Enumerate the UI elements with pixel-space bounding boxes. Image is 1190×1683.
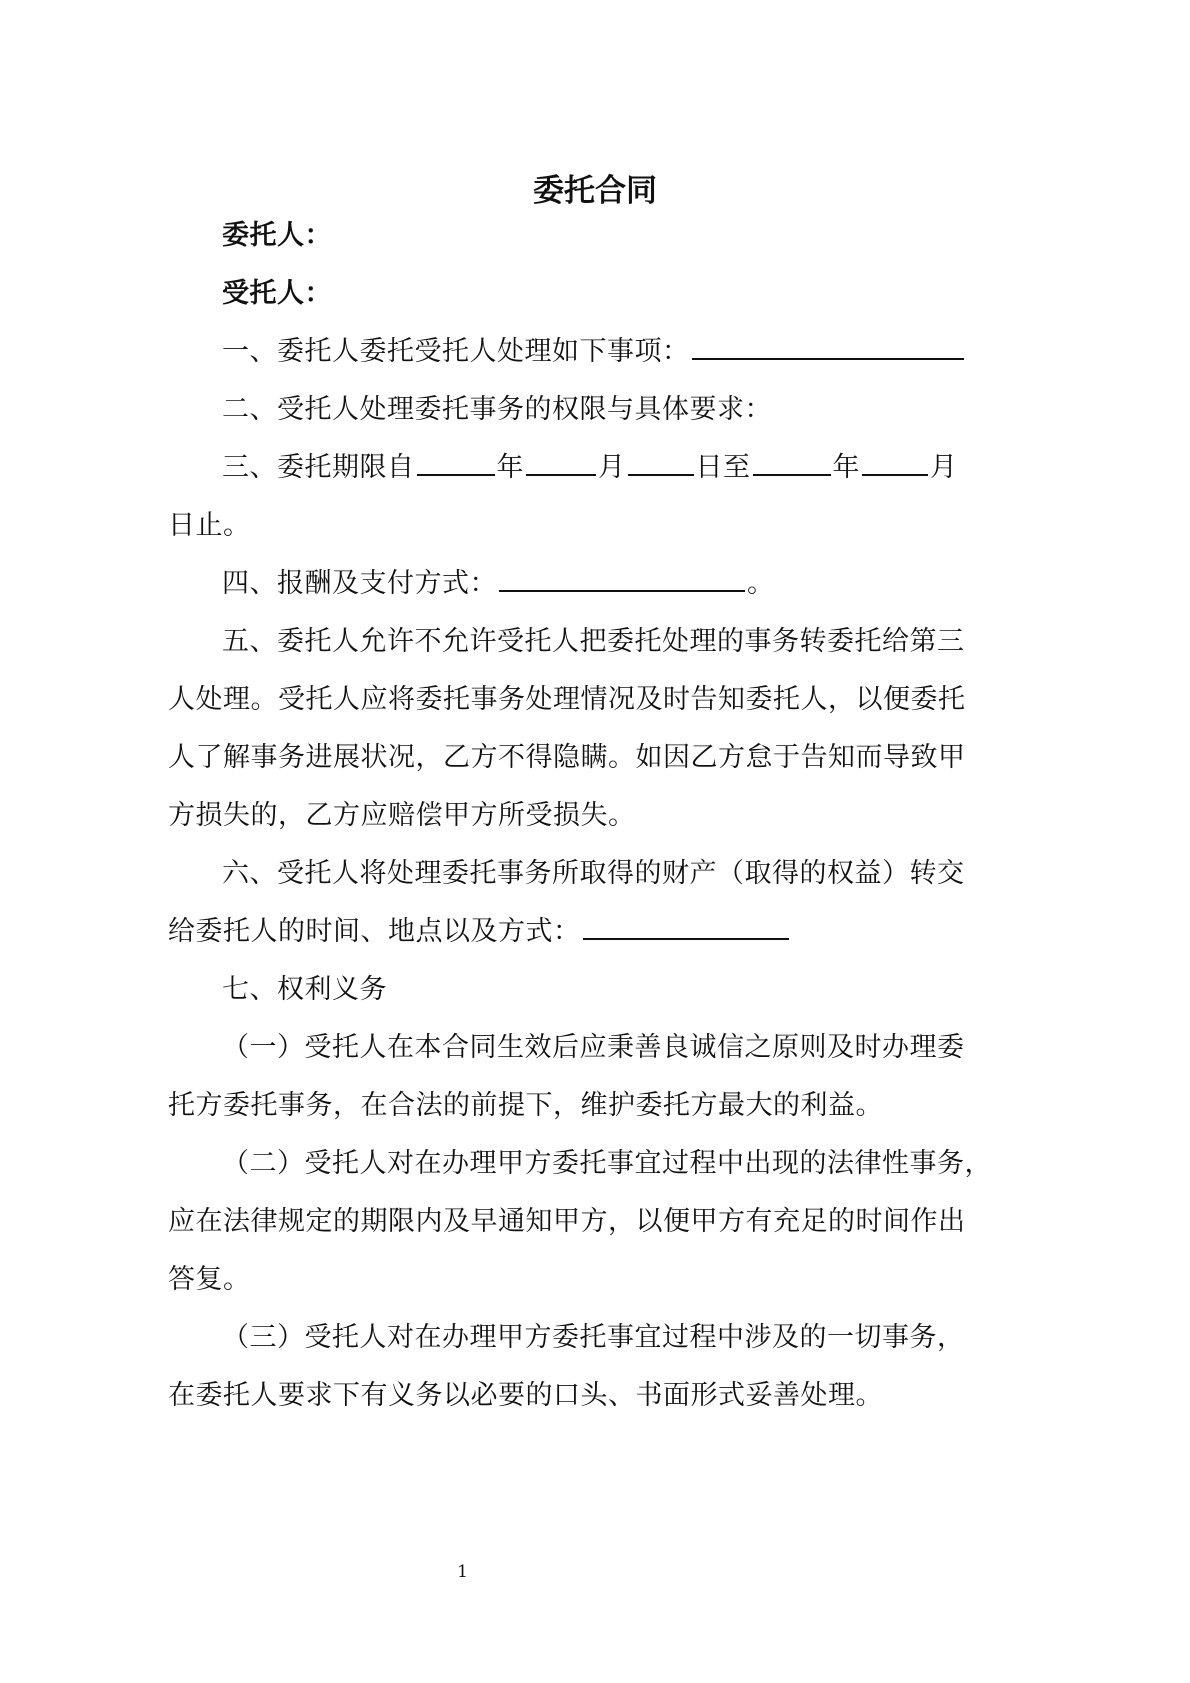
clause-1-text: 一、委托人委托受托人处理如下事项：	[222, 336, 690, 367]
clause-2: 二、受托人处理委托事务的权限与具体要求：	[222, 394, 772, 425]
clause-7-3-line-2: 在委托人要求下有义务以必要的口头、书面形式妥善处理。	[168, 1380, 883, 1411]
clause-7-1-line-1: （一）受托人在本合同生效后应秉善良诚信之原则及时办理委	[222, 1032, 965, 1063]
clause-3-year-end: 年	[832, 452, 860, 483]
end-year-blank	[753, 450, 831, 476]
document-title: 委托合同	[533, 173, 657, 209]
clause-7-2-line-3: 答复。	[168, 1264, 251, 1295]
clause-1	[222, 332, 966, 372]
clause-3-tail: 日止。	[168, 510, 251, 541]
clause-3-day-to: 日至	[695, 452, 751, 483]
page-number: 1	[457, 1562, 468, 1582]
clause-7-2-line-2: 应在法律规定的期限内及早通知甲方，以便甲方有充足的时间作出	[168, 1206, 966, 1237]
clause-7-3-line-1: （三）受托人对在办理甲方委托事宜过程中涉及的一切事务，	[222, 1322, 965, 1353]
principal-label: 委托人：	[222, 220, 332, 251]
clause-6-line-2	[168, 912, 791, 952]
start-month-blank	[526, 450, 596, 476]
clause-7-1-line-2: 托方委托事务，在合法的前提下，维护委托方最大的利益。	[168, 1090, 883, 1121]
clause-7-2-line-1: （二）受托人对在办理甲方委托事宜过程中出现的法律性事务，	[222, 1148, 992, 1179]
end-month-blank	[862, 450, 928, 476]
clause-6-line-1: 六、受托人将处理委托事务所取得的财产（取得的权益）转交	[222, 858, 965, 889]
clause-6-text: 给委托人的时间、地点以及方式：	[168, 916, 581, 947]
clause-3-prefix: 三、委托期限自	[222, 452, 415, 483]
clause-3-year: 年	[496, 452, 524, 483]
clause-5-line-1: 五、委托人允许不允许受托人把委托处理的事务转委托给第三	[222, 626, 965, 657]
clause-5-line-3: 人了解事务进展状况，乙方不得隐瞒。如因乙方怠于告知而导致甲	[168, 742, 966, 773]
clause-3-month-end: 月	[930, 452, 958, 483]
clause-7-heading: 七、权利义务	[222, 974, 387, 1005]
clause-5-line-2: 人处理。受托人应将委托事务处理情况及时告知委托人，以便委托	[168, 684, 966, 715]
clause-4-suffix: 。	[747, 568, 775, 599]
start-day-blank	[628, 450, 694, 476]
clause-4-blank	[499, 566, 745, 592]
clause-3	[222, 448, 958, 488]
clause-5-line-4: 方损失的，乙方应赔偿甲方所受损失。	[168, 800, 636, 831]
clause-3-month: 月	[598, 452, 626, 483]
start-year-blank	[417, 450, 495, 476]
clause-4	[222, 564, 775, 604]
agent-label: 受托人：	[222, 278, 332, 309]
clause-1-blank	[692, 334, 964, 360]
clause-4-text: 四、报酬及支付方式：	[222, 568, 497, 599]
clause-6-blank	[583, 914, 789, 940]
